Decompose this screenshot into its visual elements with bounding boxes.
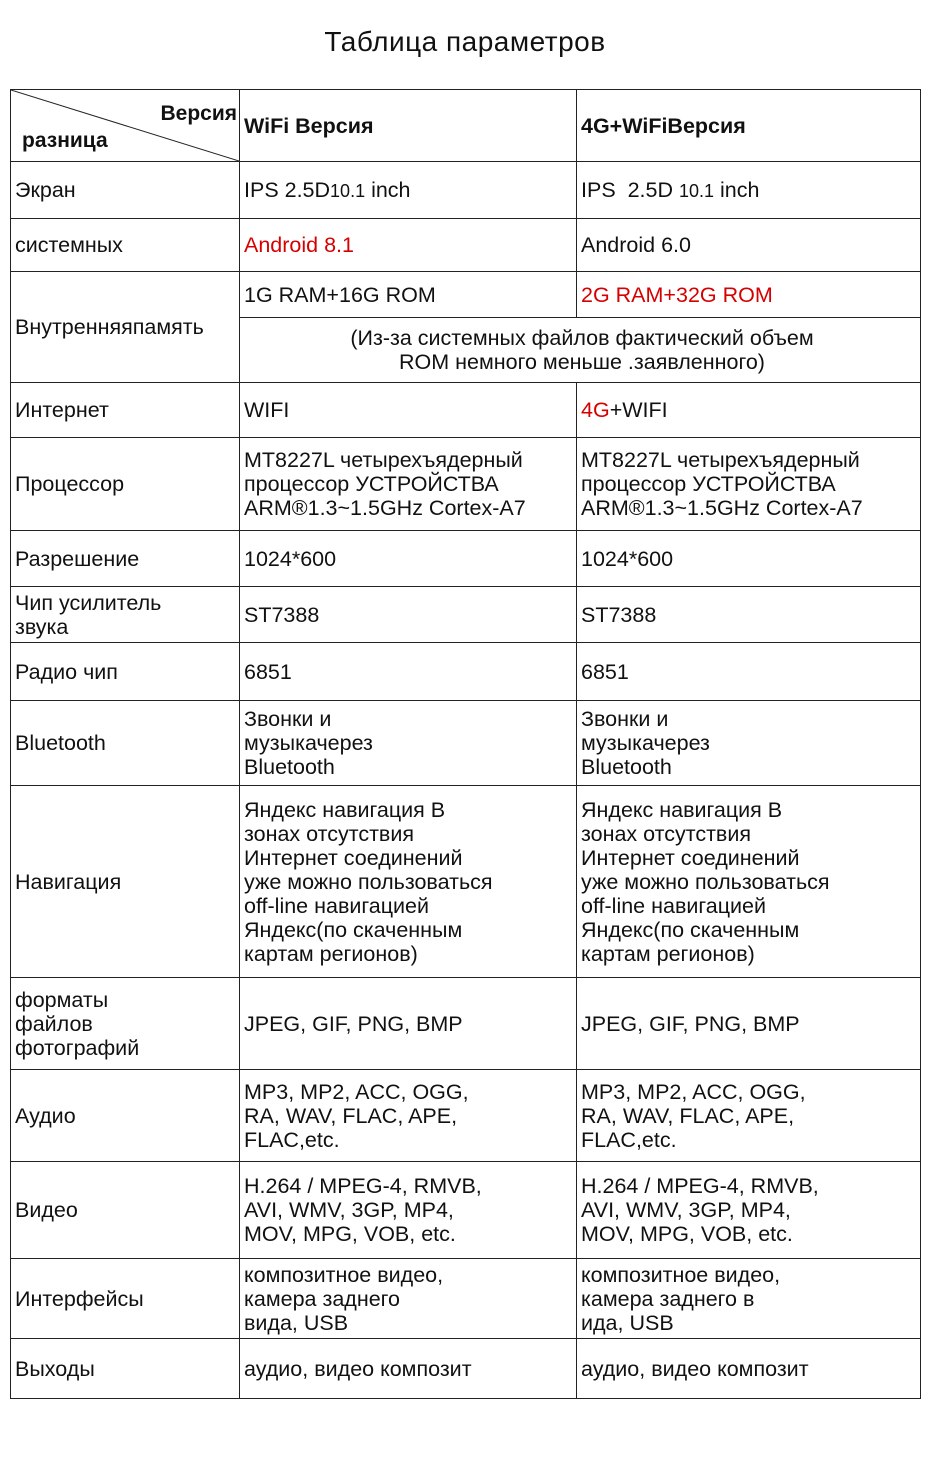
- row-label: Экран: [11, 162, 240, 219]
- cell-4g: Звонки и музыкачерез Bluetooth: [577, 701, 921, 786]
- row-label: Интерфейсы: [11, 1259, 240, 1339]
- table-row: [11, 701, 921, 786]
- table-row: [11, 1339, 921, 1399]
- cell-4g: аудио, видео композит: [577, 1339, 921, 1399]
- row-label: Аудио: [11, 1070, 240, 1162]
- cell-wifi: [240, 162, 577, 219]
- cell-4g: MP3, MP2, ACC, OGG, RA, WAV, FLAC, APE, FLAC,etc.: [577, 1070, 921, 1162]
- cell-wifi: JPEG, GIF, PNG, BMP: [240, 978, 577, 1070]
- cell-4g: ST7388: [577, 587, 921, 643]
- cell-wifi: композитное видео, камера заднего вида, USB: [240, 1259, 577, 1339]
- table-row-internet: [11, 383, 921, 438]
- cell-4g: MT8227L четырехъядерный процессор УСТРОЙСТВА ARM®1.3~1.5GHz Cortex-A7: [577, 438, 921, 531]
- table-row: [11, 1259, 921, 1339]
- cell-wifi: 6851: [240, 643, 577, 701]
- page-title: Таблица параметров: [324, 26, 606, 57]
- screen-type: IPS 2.5D: [581, 177, 679, 202]
- row-label: Внутренняяпамять: [11, 272, 240, 383]
- header-row: [11, 90, 921, 162]
- cell-4g: [577, 383, 921, 438]
- table-row: [11, 1162, 921, 1259]
- cell-4g: [577, 162, 921, 219]
- row-label: Видео: [11, 1162, 240, 1259]
- table-row: [11, 643, 921, 701]
- cell-4g: 2G RAM+32G ROM: [577, 272, 921, 318]
- cell-wifi: аудио, видео композит: [240, 1339, 577, 1399]
- cell-wifi: 1024*600: [240, 531, 577, 587]
- screen-size: 10.1: [330, 180, 366, 201]
- cell-wifi: 1G RAM+16G ROM: [240, 272, 577, 318]
- column-header-wifi: WiFi Версия: [240, 90, 577, 162]
- cell-4g: JPEG, GIF, PNG, BMP: [577, 978, 921, 1070]
- table-row: [11, 786, 921, 978]
- table-row: [11, 587, 921, 643]
- cell-4g: 6851: [577, 643, 921, 701]
- row-label: Разрешение: [11, 531, 240, 587]
- table-row: [11, 438, 921, 531]
- screen-type: IPS 2.5D: [244, 177, 331, 202]
- cell-wifi: Звонки и музыкачерез Bluetooth: [240, 701, 577, 786]
- cell-wifi: WIFI: [240, 383, 577, 438]
- screen-size: 10.1: [679, 180, 715, 201]
- row-label: форматы файлов фотографий: [11, 978, 240, 1070]
- internet-4g-highlight: 4G: [581, 398, 610, 422]
- corner-difference-label: разница: [22, 129, 108, 152]
- cell-4g: Яндекс навигация В зонах отсутствия Интернет соединений уже можно пользоваться off-line навигацией Яндекс(по скаченным картам регионов): [577, 786, 921, 978]
- header-corner-cell: [11, 90, 240, 162]
- cell-wifi: MT8227L четырехъядерный процессор УСТРОЙСТВА ARM®1.3~1.5GHz Cortex-A7: [240, 438, 577, 531]
- table-row: [11, 978, 921, 1070]
- column-header-4g: 4G+WiFiВерсия: [577, 90, 921, 162]
- row-label: Радио чип: [11, 643, 240, 701]
- table-row: [11, 1070, 921, 1162]
- cell-wifi: Яндекс навигация В зонах отсутствия Интернет соединений уже можно пользоваться off-line навигацией Яндекс(по скаченным картам регионов): [240, 786, 577, 978]
- cell-4g: Android 6.0: [577, 219, 921, 272]
- table-row-memory: [11, 272, 921, 318]
- screen-unit: inch: [714, 177, 760, 202]
- cell-4g: 1024*600: [577, 531, 921, 587]
- cell-wifi: MP3, MP2, ACC, OGG, RA, WAV, FLAC, APE, FLAC,etc.: [240, 1070, 577, 1162]
- table-row-screen: [11, 162, 921, 219]
- spec-table: [10, 89, 921, 1399]
- screen-unit: inch: [365, 177, 411, 202]
- row-label: Bluetooth: [11, 701, 240, 786]
- cell-4g: H.264 / MPEG-4, RMVB, AVI, WMV, 3GP, MP4, MOV, MPG, VOB, etc.: [577, 1162, 921, 1259]
- table-row: [11, 531, 921, 587]
- row-label: системных: [11, 219, 240, 272]
- row-label: Выходы: [11, 1339, 240, 1399]
- row-label: Чип усилитель звука: [11, 587, 240, 643]
- cell-wifi: ST7388: [240, 587, 577, 643]
- row-label: Процессор: [11, 438, 240, 531]
- cell-wifi: H.264 / MPEG-4, RMVB, AVI, WMV, 3GP, MP4, MOV, MPG, VOB, etc.: [240, 1162, 577, 1259]
- row-label: Навигация: [11, 786, 240, 978]
- table-row-os: [11, 219, 921, 272]
- corner-version-label: Версия: [160, 102, 237, 125]
- row-label: Интернет: [11, 383, 240, 438]
- memory-note: (Из-за системных файлов фактический объем ROM немного меньше .заявленного): [240, 318, 921, 383]
- internet-4g-rest: +WIFI: [609, 398, 668, 422]
- cell-wifi: Android 8.1: [240, 219, 577, 272]
- cell-4g: композитное видео, камера заднего в ида, USB: [577, 1259, 921, 1339]
